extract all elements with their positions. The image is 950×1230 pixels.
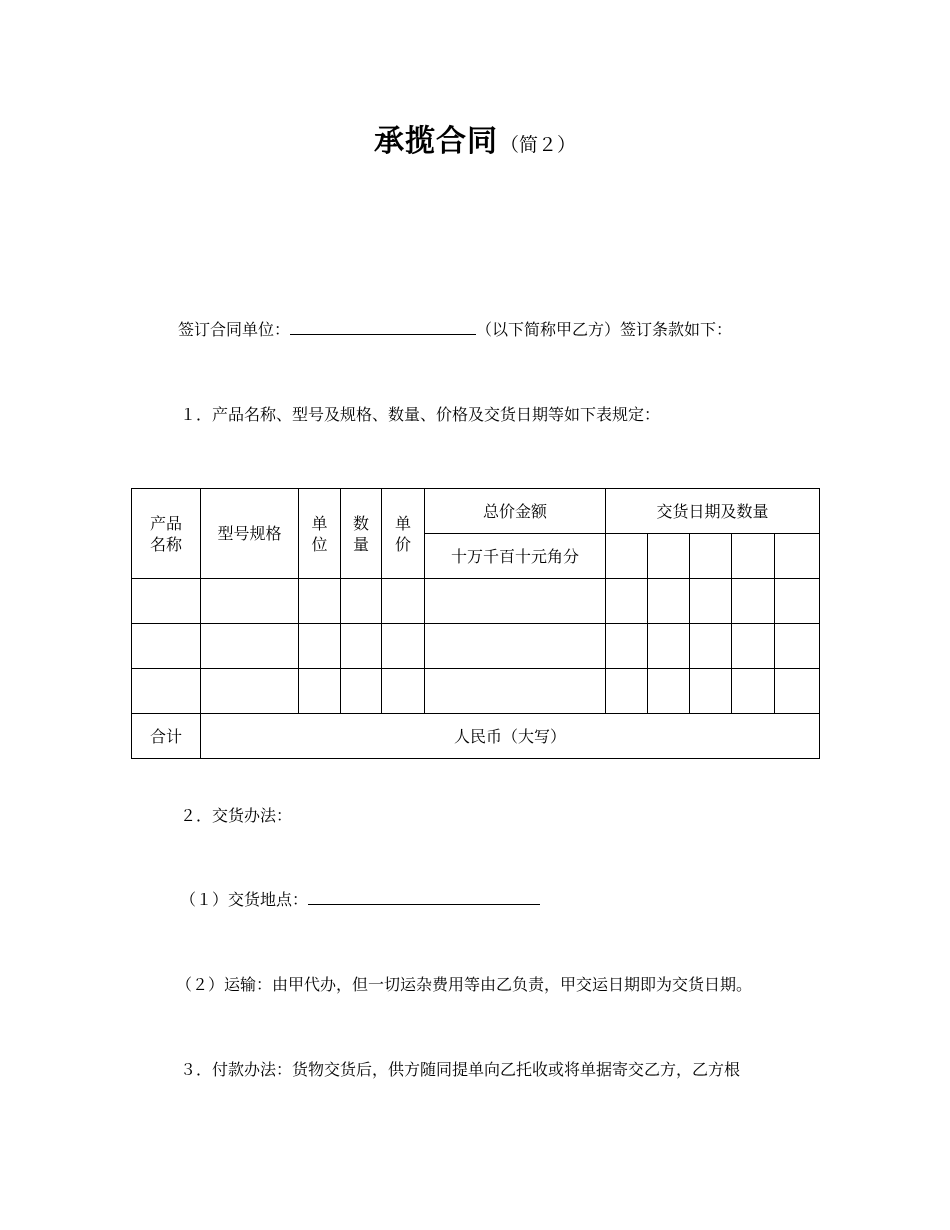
table-cell xyxy=(690,624,732,669)
delivery-cell xyxy=(648,534,690,579)
table-cell xyxy=(648,669,690,714)
delivery-cell xyxy=(690,534,732,579)
intro-prefix: 签订合同单位： xyxy=(178,320,291,339)
table-cell xyxy=(648,579,690,624)
table-cell xyxy=(382,579,425,624)
header-model-spec: 型号规格 xyxy=(201,489,299,579)
table-cell xyxy=(299,669,341,714)
table-cell xyxy=(690,579,732,624)
table-cell xyxy=(732,669,775,714)
table-cell xyxy=(132,669,201,714)
table-cell xyxy=(425,669,606,714)
header-amount-digits: 十万千百十元角分 xyxy=(425,534,606,579)
table-cell xyxy=(299,579,341,624)
header-total-amount: 总价金额 xyxy=(425,489,606,534)
table-header-row xyxy=(132,489,820,534)
table-cell xyxy=(341,624,382,669)
table-cell xyxy=(201,624,299,669)
table-cell xyxy=(201,669,299,714)
title-main: 承揽合同 xyxy=(373,124,498,159)
table-cell xyxy=(606,579,648,624)
party-blank-line xyxy=(290,320,476,335)
delivery-cell xyxy=(732,534,775,579)
table-cell xyxy=(425,624,606,669)
table-cell xyxy=(382,624,425,669)
table-row xyxy=(132,624,820,669)
intro-suffix: （以下简称甲乙方）签订条款如下： xyxy=(476,320,733,339)
table-row xyxy=(132,669,820,714)
clause-1: １．产品名称、型号及规格、数量、价格及交货日期等如下表规定： xyxy=(180,405,661,424)
header-delivery-date-qty: 交货日期及数量 xyxy=(606,489,820,534)
table-row xyxy=(132,579,820,624)
table-cell xyxy=(775,624,820,669)
delivery-location-blank-line xyxy=(308,890,540,905)
table-cell xyxy=(690,669,732,714)
total-label: 合计 xyxy=(132,714,201,759)
table-cell xyxy=(201,579,299,624)
table-total-row xyxy=(132,714,820,759)
table-cell xyxy=(606,624,648,669)
header-product-name: 产品 名称 xyxy=(132,489,201,579)
total-rmb-uppercase: 人民币（大写） xyxy=(201,714,820,759)
header-unit-price: 单 价 xyxy=(382,489,425,579)
table-cell xyxy=(382,669,425,714)
header-unit: 单 位 xyxy=(299,489,341,579)
title-subtitle: （简２） xyxy=(499,134,576,156)
delivery-cell xyxy=(606,534,648,579)
clause-2-heading: ２．交货办法： xyxy=(180,806,293,825)
table-cell xyxy=(732,579,775,624)
table-cell xyxy=(732,624,775,669)
delivery-cell xyxy=(775,534,820,579)
delivery-location-label: （１）交货地点： xyxy=(180,890,309,909)
table-cell xyxy=(341,669,382,714)
table-cell xyxy=(299,624,341,669)
table-cell xyxy=(648,624,690,669)
intro-paragraph xyxy=(178,320,732,340)
table-cell xyxy=(132,624,201,669)
table-cell xyxy=(341,579,382,624)
clause-3: ３．付款办法：货物交货后，供方随同提单向乙托收或将单据寄交乙方，乙方根 xyxy=(180,1060,741,1079)
clause-2-item-1 xyxy=(180,890,540,910)
clause-2-item-2: （２）运输：由甲代办，但一切运杂费用等由乙负责，甲交运日期即为交货日期。 xyxy=(176,975,753,994)
table-cell xyxy=(132,579,201,624)
document-title xyxy=(0,116,950,160)
table-cell xyxy=(775,579,820,624)
header-quantity: 数 量 xyxy=(341,489,382,579)
table-cell xyxy=(425,579,606,624)
product-table xyxy=(131,488,820,759)
table-cell xyxy=(775,669,820,714)
table-cell xyxy=(606,669,648,714)
